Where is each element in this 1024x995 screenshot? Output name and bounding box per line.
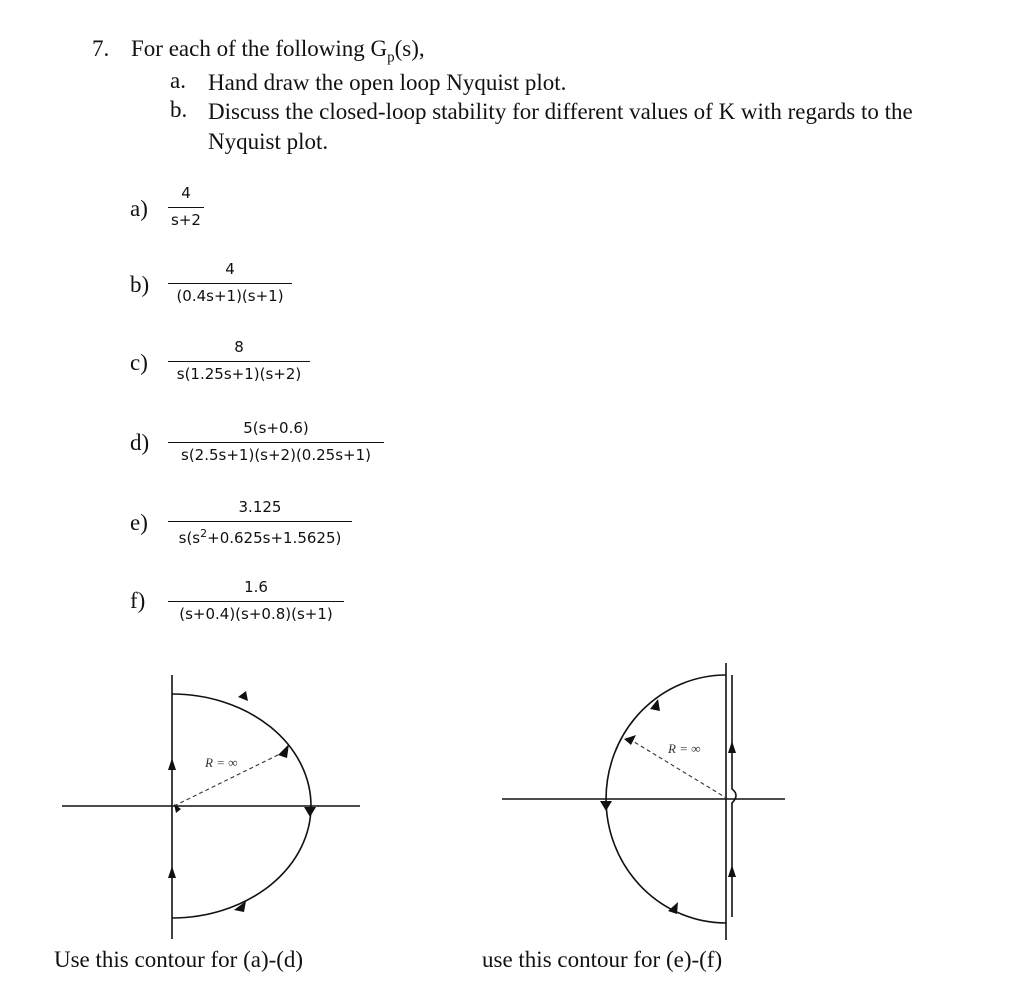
caption-right: use this contour for (e)-(f) bbox=[482, 947, 723, 972]
contour-diagram-left bbox=[0, 655, 420, 955]
fraction-bar bbox=[168, 207, 204, 208]
arrow-marker bbox=[600, 801, 612, 811]
arrow-marker bbox=[168, 866, 176, 878]
problem-d-label: d) bbox=[130, 430, 150, 455]
problem-f-label: f) bbox=[130, 588, 146, 613]
contour-diagram-right bbox=[490, 655, 800, 955]
arrow-marker bbox=[304, 807, 316, 817]
problem-b-denominator: (0.4s+1)(s+1) bbox=[176, 287, 284, 305]
problem-d-fraction bbox=[168, 419, 384, 464]
fraction-bar bbox=[168, 521, 352, 522]
problem-d-denominator: s(2.5s+1)(s+2)(0.25s+1) bbox=[181, 446, 371, 464]
fraction-bar bbox=[168, 361, 310, 362]
indented-contour bbox=[732, 675, 736, 917]
arrow-marker bbox=[728, 741, 736, 753]
problem-c-denominator: s(1.25s+1)(s+2) bbox=[176, 365, 302, 383]
arrow-marker bbox=[278, 744, 289, 758]
den-e-exponent: 2 bbox=[200, 527, 208, 540]
fraction-bar bbox=[168, 442, 384, 443]
task-b-text-line1: Discuss the closed-loop stability for different values of K with regards to the bbox=[208, 99, 913, 124]
problem-a-numerator: 4 bbox=[181, 184, 191, 202]
problem-c-label: c) bbox=[130, 350, 148, 375]
problem-d-numerator: 5(s+0.6) bbox=[243, 419, 309, 437]
radius-label: R = ∞ bbox=[205, 755, 238, 770]
caption-left: Use this contour for (a)-(d) bbox=[54, 947, 304, 972]
problem-e-numerator: 3.125 bbox=[238, 498, 282, 516]
arrow-marker bbox=[234, 901, 246, 912]
question-prompt bbox=[131, 36, 425, 67]
problem-e-denominator bbox=[168, 525, 352, 547]
prompt-pre: For each of the following G bbox=[131, 36, 388, 61]
den-e-post: +0.625s+1.5625) bbox=[207, 529, 342, 547]
problem-b-label: b) bbox=[130, 272, 150, 297]
task-a-letter: a. bbox=[170, 68, 186, 93]
problem-b-fraction bbox=[168, 260, 292, 305]
radius-label: R = ∞ bbox=[668, 741, 701, 756]
arrow-marker bbox=[168, 758, 176, 770]
problem-f-numerator: 1.6 bbox=[244, 578, 268, 596]
fraction-bar bbox=[168, 283, 292, 284]
arrow-marker bbox=[728, 865, 736, 877]
problem-a-fraction bbox=[168, 184, 204, 229]
problem-a-label: a) bbox=[130, 196, 148, 221]
problem-e-fraction bbox=[168, 498, 352, 547]
task-a-text: Hand draw the open loop Nyquist plot. bbox=[208, 70, 567, 95]
den-e-pre: s(s bbox=[178, 529, 201, 547]
question-number: 7. bbox=[92, 36, 110, 61]
fraction-bar bbox=[168, 601, 344, 602]
problem-c-fraction bbox=[168, 338, 310, 383]
problem-c-numerator: 8 bbox=[234, 338, 244, 356]
prompt-post: (s), bbox=[394, 36, 425, 61]
problem-f-denominator: (s+0.4)(s+0.8)(s+1) bbox=[179, 605, 333, 623]
arrow-marker bbox=[624, 735, 636, 745]
problem-b-numerator: 4 bbox=[225, 260, 235, 278]
prompt-subscript: p bbox=[387, 49, 395, 66]
task-b-text-line2: Nyquist plot. bbox=[208, 129, 329, 154]
problem-e-label: e) bbox=[130, 510, 148, 535]
problem-f-fraction bbox=[168, 578, 344, 623]
arrow-marker bbox=[238, 691, 248, 701]
problem-a-denominator: s+2 bbox=[171, 211, 201, 229]
task-b-letter: b. bbox=[170, 97, 188, 122]
